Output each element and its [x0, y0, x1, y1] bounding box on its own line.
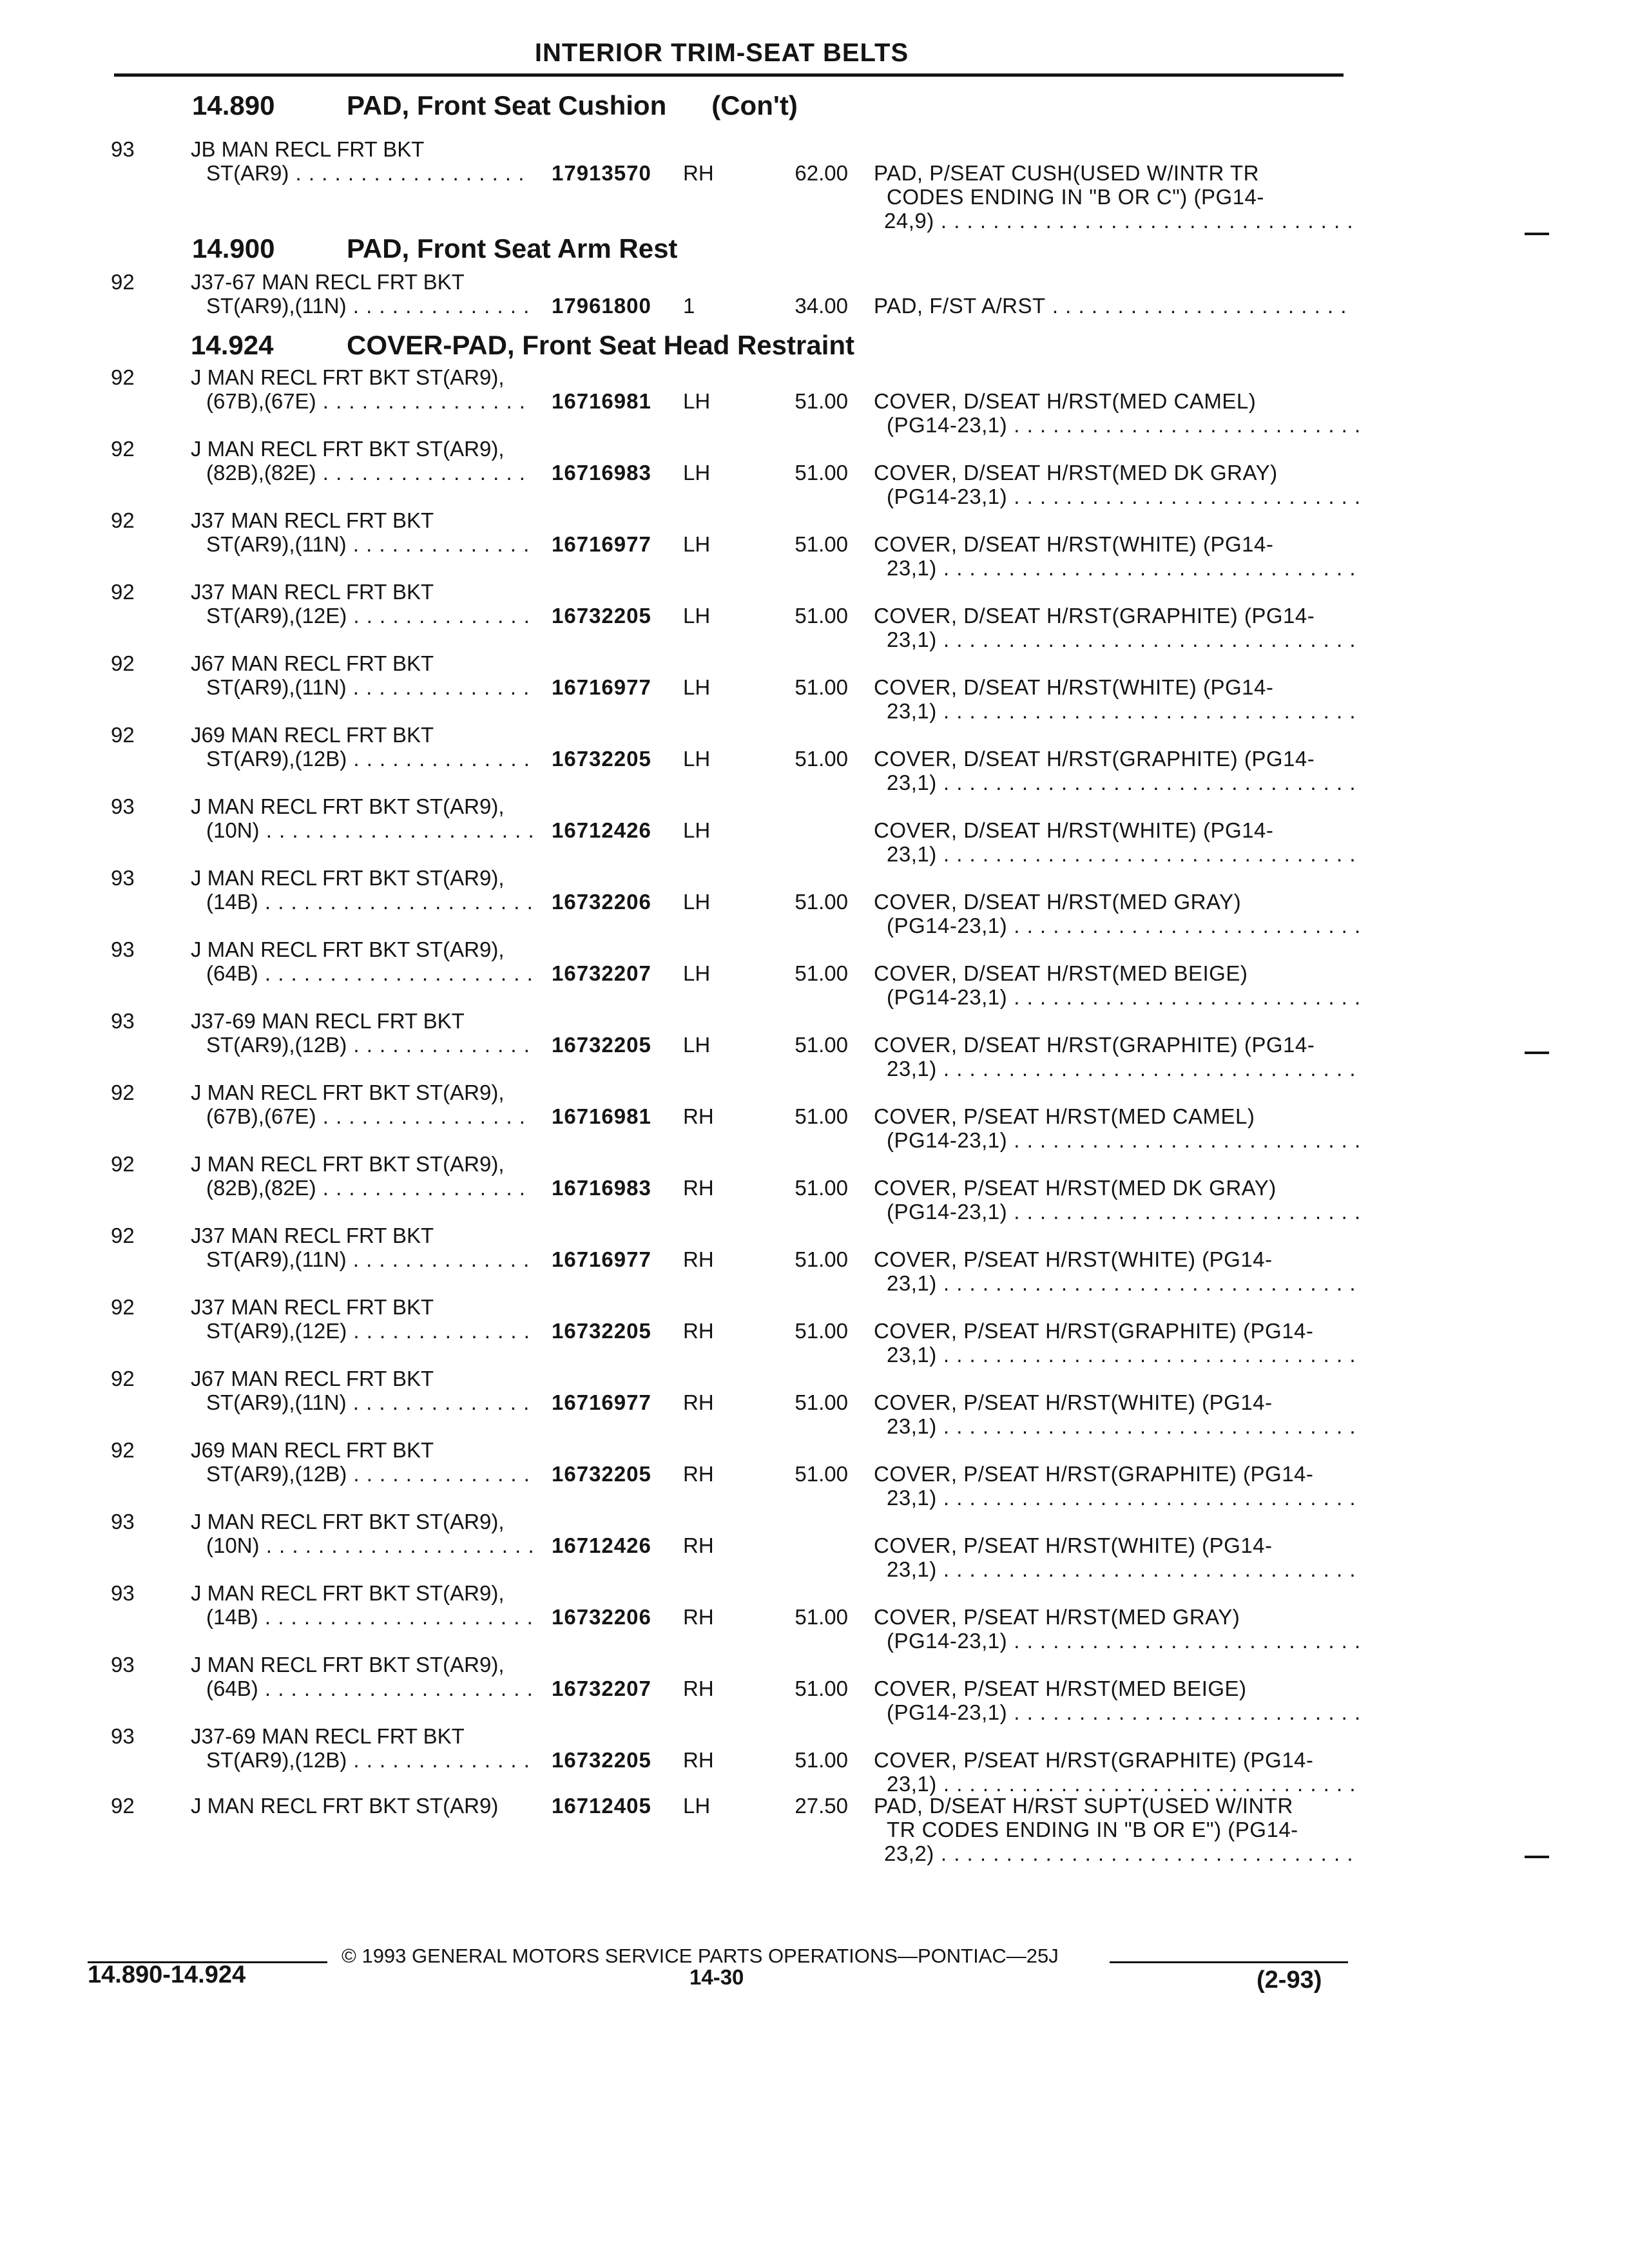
application-detail: (10N) . . .: [206, 1533, 532, 1559]
entry-line: [0, 436, 1629, 462]
part-name: COVER, D/SEAT H/RST(GRAPHITE) (PG14-: [874, 747, 1315, 771]
entry-line: [0, 389, 1629, 414]
footer-rule-right: [1110, 1961, 1348, 1963]
part-name: PAD, P/SEAT CUSH(USED W/INTR TR: [874, 161, 1259, 185]
entry-line: [0, 269, 1629, 295]
application-detail: ST(AR9),(12E) . . .: [206, 1318, 532, 1344]
part-name-cont: (PG14-23,1) . . .: [887, 484, 1364, 510]
entry-line: [0, 1747, 1629, 1773]
application: J MAN RECL FRT BKT ST(AR9),: [191, 866, 505, 890]
entry-line: [0, 1390, 1629, 1416]
model-year: 92: [111, 365, 135, 389]
model-year: 92: [111, 1224, 135, 1247]
entry-line: [0, 137, 1629, 162]
part-name-cont: 23,1) . . .: [887, 841, 1364, 867]
quantity-side: RH: [683, 1533, 714, 1557]
margin-tick: [1525, 233, 1549, 235]
part-number: 16716977: [552, 1247, 651, 1271]
application: J67 MAN RECL FRT BKT: [191, 1367, 434, 1390]
part-name: COVER, P/SEAT H/RST(GRAPHITE) (PG14-: [874, 1462, 1314, 1486]
entry-line: [0, 579, 1629, 605]
price: 51.00: [795, 1677, 848, 1700]
price: 51.00: [795, 389, 848, 413]
entry-line: [0, 961, 1629, 986]
model-year: 93: [111, 1009, 135, 1033]
model-year: 93: [111, 866, 135, 890]
part-number: 16716983: [552, 461, 651, 485]
model-year: 92: [111, 1794, 135, 1818]
part-name-cont: (PG14-23,1) . . .: [887, 1128, 1364, 1153]
model-year: 92: [111, 1438, 135, 1462]
entry-line: [0, 208, 1629, 234]
part-name: COVER, P/SEAT H/RST(WHITE) (PG14-: [874, 1247, 1273, 1271]
price: 51.00: [795, 1033, 848, 1057]
footer-copyright: © 1993 GENERAL MOTORS SERVICE PARTS OPERATIONS—PONTIAC—25J: [342, 1945, 1059, 1967]
application-detail: (82B),(82E) . . .: [206, 1175, 532, 1201]
section-heading: [191, 330, 854, 361]
part-name-cont: 23,1) . . .: [887, 698, 1364, 724]
application-detail: (82B),(82E) . . .: [206, 460, 532, 486]
section-title: PAD, Front Seat Arm Rest: [347, 233, 678, 264]
entry-line: [0, 1294, 1629, 1320]
part-number: 16716977: [552, 675, 651, 699]
entry-line: [0, 841, 1629, 867]
price: 34.00: [795, 294, 848, 318]
entry-line: [0, 603, 1629, 629]
entry-line: [0, 1342, 1629, 1368]
application-detail: (14B) . . .: [206, 889, 532, 915]
price: 51.00: [795, 1176, 848, 1200]
application: JB MAN RECL FRT BKT: [191, 137, 425, 161]
application: J MAN RECL FRT BKT ST(AR9),: [191, 937, 505, 961]
part-name-cont: 23,1) . . .: [887, 1771, 1364, 1797]
model-year: 93: [111, 937, 135, 961]
entry-line: [0, 1533, 1629, 1559]
part-name: COVER, D/SEAT H/RST(MED DK GRAY): [874, 461, 1278, 485]
margin-tick: [1525, 1856, 1549, 1858]
model-year: 93: [111, 137, 135, 161]
entry-line: [0, 1841, 1629, 1867]
part-name-cont: 23,1) . . .: [887, 1056, 1364, 1082]
price: 51.00: [795, 1462, 848, 1486]
model-year: 93: [111, 1653, 135, 1677]
part-name-cont: (PG14-23,1) . . .: [887, 913, 1364, 939]
price: 51.00: [795, 1748, 848, 1772]
entry-line: [0, 937, 1629, 963]
entry-line: [0, 1318, 1629, 1344]
quantity-side: RH: [683, 1462, 714, 1486]
part-number: 16716981: [552, 1104, 651, 1128]
entry-line: [0, 160, 1629, 186]
entry-line: [0, 865, 1629, 891]
model-year: 92: [111, 580, 135, 604]
section-number: 14.900: [192, 233, 275, 264]
entry-line: [0, 460, 1629, 486]
part-name: COVER, D/SEAT H/RST(MED GRAY): [874, 890, 1242, 914]
quantity-side: LH: [683, 461, 711, 485]
model-year: 92: [111, 1367, 135, 1390]
application-detail: ST(AR9),(11N) . . .: [206, 293, 532, 319]
model-year: 93: [111, 1581, 135, 1605]
part-number: 16732207: [552, 961, 651, 985]
entry-line: [0, 1080, 1629, 1106]
application-detail: ST(AR9),(11N) . . .: [206, 532, 532, 557]
price: 51.00: [795, 675, 848, 699]
entry-line: [0, 1724, 1629, 1749]
application-detail: ST(AR9),(11N) . . .: [206, 1390, 532, 1416]
page-header-title: INTERIOR TRIM-SEAT BELTS: [534, 39, 909, 67]
application: J MAN RECL FRT BKT ST(AR9): [191, 1794, 499, 1818]
part-name-cont: 23,1) . . .: [887, 1342, 1364, 1368]
part-name: COVER, P/SEAT H/RST(WHITE) (PG14-: [874, 1533, 1273, 1557]
section-heading: [192, 233, 677, 264]
application-detail: (67B),(67E) . . .: [206, 389, 532, 414]
part-name: COVER, P/SEAT H/RST(GRAPHITE) (PG14-: [874, 1748, 1314, 1772]
application: J MAN RECL FRT BKT ST(AR9),: [191, 1510, 505, 1533]
application: J MAN RECL FRT BKT ST(AR9),: [191, 794, 505, 818]
price: 51.00: [795, 890, 848, 914]
entry-line: [0, 1008, 1629, 1034]
part-number: 16732206: [552, 1605, 651, 1629]
entry-line: [0, 770, 1629, 796]
application-detail: ST(AR9),(11N) . . .: [206, 675, 532, 700]
application-detail: (14B) . . .: [206, 1604, 532, 1630]
entry-line: [0, 555, 1629, 581]
application-detail: ST(AR9) . . .: [206, 160, 532, 186]
entry-line: [0, 794, 1629, 820]
quantity-side: RH: [683, 1319, 714, 1343]
margin-tick: [1525, 1052, 1549, 1054]
entry-line: [0, 1247, 1629, 1273]
model-year: 92: [111, 437, 135, 461]
part-name: COVER, D/SEAT H/RST(WHITE) (PG14-: [874, 818, 1274, 842]
entry-line: [0, 1581, 1629, 1606]
part-number: 16716981: [552, 389, 651, 413]
quantity-side: RH: [683, 1104, 714, 1128]
entry-line: [0, 1700, 1629, 1725]
price: 51.00: [795, 1319, 848, 1343]
application: J MAN RECL FRT BKT ST(AR9),: [191, 1653, 505, 1677]
part-name-cont: 23,1) . . .: [887, 555, 1364, 581]
application: J37-67 MAN RECL FRT BKT: [191, 270, 465, 294]
part-number: 16712426: [552, 1533, 651, 1557]
part-name: COVER, D/SEAT H/RST(GRAPHITE) (PG14-: [874, 1033, 1315, 1057]
part-name-cont: CODES ENDING IN "B OR C") (PG14-: [887, 185, 1264, 209]
header-rule: [114, 73, 1344, 77]
quantity-side: RH: [683, 1677, 714, 1700]
entry-line: [0, 1485, 1629, 1511]
entry-line: [0, 913, 1629, 939]
quantity-side: LH: [683, 1794, 711, 1818]
entry-line: [0, 651, 1629, 677]
entry-line: [0, 1604, 1629, 1630]
application-detail: ST(AR9),(12B) . . .: [206, 746, 532, 772]
entry-line: [0, 1557, 1629, 1582]
entry-line: [0, 1793, 1629, 1819]
entry-line: [0, 889, 1629, 915]
part-number: 16712426: [552, 818, 651, 842]
price: 51.00: [795, 1390, 848, 1414]
part-name-cont: (PG14-23,1) . . .: [887, 985, 1364, 1010]
entry-line: [0, 985, 1629, 1010]
model-year: 92: [111, 1152, 135, 1176]
model-year: 92: [111, 508, 135, 532]
part-number: 17961800: [552, 294, 651, 318]
part-name: PAD, D/SEAT H/RST SUPT(USED W/INTR: [874, 1794, 1293, 1818]
part-name: COVER, D/SEAT H/RST(MED CAMEL): [874, 389, 1257, 413]
application: J37 MAN RECL FRT BKT: [191, 508, 434, 532]
entry-line: [0, 1652, 1629, 1678]
entry-line: [0, 818, 1629, 843]
entry-line: [0, 722, 1629, 748]
section-number: 14.924: [191, 330, 274, 360]
part-name-cont: 23,1) . . .: [887, 1414, 1364, 1439]
quantity-side: RH: [683, 161, 714, 185]
entry-line: [0, 698, 1629, 724]
model-year: 93: [111, 1510, 135, 1533]
part-name-cont: (PG14-23,1) . . .: [887, 1700, 1364, 1725]
quantity-side: LH: [683, 389, 711, 413]
entry-line: [0, 412, 1629, 438]
entry-line: [0, 1151, 1629, 1177]
part-name: COVER, P/SEAT H/RST(GRAPHITE) (PG14-: [874, 1319, 1314, 1343]
application-detail: (10N) . . .: [206, 818, 532, 843]
entry-line: [0, 1414, 1629, 1439]
entry-line: [0, 1104, 1629, 1129]
price: 51.00: [795, 1104, 848, 1128]
application-detail: (67B),(67E) . . .: [206, 1104, 532, 1129]
quantity-side: LH: [683, 675, 711, 699]
part-number: 17913570: [552, 161, 651, 185]
quantity-side: 1: [683, 294, 695, 318]
part-name-cont: (PG14-23,1) . . .: [887, 1628, 1364, 1654]
application-detail: (64B) . . .: [206, 961, 532, 986]
part-name-cont: 24,9) . . .: [884, 208, 1361, 234]
price: 27.50: [795, 1794, 848, 1818]
application-detail: ST(AR9),(12B) . . .: [206, 1461, 532, 1487]
entry-line: [0, 532, 1629, 557]
entry-line: [0, 1271, 1629, 1296]
application-detail: ST(AR9),(12B) . . .: [206, 1032, 532, 1058]
entry-line: [0, 184, 1629, 210]
application: J37-69 MAN RECL FRT BKT: [191, 1009, 465, 1033]
entry-line: [0, 1199, 1629, 1225]
quantity-side: RH: [683, 1176, 714, 1200]
part-number: 16716977: [552, 532, 651, 556]
part-name: COVER, P/SEAT H/RST(MED DK GRAY): [874, 1176, 1277, 1200]
entry-line: [0, 1676, 1629, 1702]
part-name-cont: 23,1) . . .: [887, 1557, 1364, 1582]
footer-page-number: 14-30: [689, 1965, 744, 1989]
application-detail: ST(AR9),(12B) . . .: [206, 1747, 532, 1773]
part-name-cont: 23,2) . . .: [884, 1841, 1361, 1867]
section-title: PAD, Front Seat Cushion: [347, 90, 667, 120]
model-year: 93: [111, 794, 135, 818]
part-name-cont: TR CODES ENDING IN "B OR E") (PG14-: [887, 1818, 1298, 1841]
model-year: 92: [111, 651, 135, 675]
part-name: COVER, D/SEAT H/RST(MED BEIGE): [874, 961, 1248, 985]
application: J37 MAN RECL FRT BKT: [191, 1224, 434, 1247]
application: J MAN RECL FRT BKT ST(AR9),: [191, 365, 505, 389]
entry-line: [0, 675, 1629, 700]
price: 51.00: [795, 604, 848, 628]
model-year: 92: [111, 1081, 135, 1104]
quantity-side: LH: [683, 1033, 711, 1057]
part-name-cont: (PG14-23,1) . . .: [887, 1199, 1364, 1225]
part-number: 16732205: [552, 1033, 651, 1057]
application: J37 MAN RECL FRT BKT: [191, 580, 434, 604]
quantity-side: LH: [683, 890, 711, 914]
part-name: COVER, D/SEAT H/RST(WHITE) (PG14-: [874, 675, 1274, 699]
application: J MAN RECL FRT BKT ST(AR9),: [191, 437, 505, 461]
quantity-side: LH: [683, 747, 711, 771]
quantity-side: RH: [683, 1605, 714, 1629]
application-detail: ST(AR9),(12E) . . .: [206, 603, 532, 629]
entry-line: [0, 1437, 1629, 1463]
quantity-side: RH: [683, 1748, 714, 1772]
quantity-side: LH: [683, 961, 711, 985]
section-heading: [192, 90, 798, 121]
entry-line: [0, 1817, 1629, 1843]
part-number: 16732205: [552, 1748, 651, 1772]
section-title: COVER-PAD, Front Seat Head Restraint: [347, 330, 855, 360]
application: J37-69 MAN RECL FRT BKT: [191, 1724, 465, 1748]
part-name: COVER, D/SEAT H/RST(GRAPHITE) (PG14-: [874, 604, 1315, 628]
entry-line: [0, 1032, 1629, 1058]
part-number: 16732207: [552, 1677, 651, 1700]
entry-line: [0, 746, 1629, 772]
price: 51.00: [795, 1247, 848, 1271]
entry-line: [0, 1509, 1629, 1535]
model-year: 92: [111, 270, 135, 294]
part-name: COVER, P/SEAT H/RST(MED BEIGE): [874, 1677, 1247, 1700]
price: 51.00: [795, 461, 848, 485]
part-number: 16716977: [552, 1390, 651, 1414]
part-name-cont: 23,1) . . .: [887, 1485, 1364, 1511]
part-name-cont: 23,1) . . .: [887, 770, 1364, 796]
model-year: 92: [111, 1295, 135, 1319]
part-number: 16712405: [552, 1794, 651, 1818]
model-year: 93: [111, 1724, 135, 1748]
price: 62.00: [795, 161, 848, 185]
quantity-side: RH: [683, 1247, 714, 1271]
part-name: COVER, P/SEAT H/RST(MED CAMEL): [874, 1104, 1255, 1128]
entry-line: [0, 365, 1629, 390]
entry-line: [0, 1128, 1629, 1153]
application: J69 MAN RECL FRT BKT: [191, 723, 434, 747]
part-name: COVER, P/SEAT H/RST(MED GRAY): [874, 1605, 1240, 1629]
part-number: 16732205: [552, 1319, 651, 1343]
application: J69 MAN RECL FRT BKT: [191, 1438, 434, 1462]
entry-line: [0, 1461, 1629, 1487]
part-name-cont: 23,1) . . .: [887, 627, 1364, 653]
application-detail: (64B) . . .: [206, 1676, 532, 1702]
footer-section-range: 14.890-14.924: [88, 1961, 246, 1988]
application: J MAN RECL FRT BKT ST(AR9),: [191, 1081, 505, 1104]
part-number: 16716983: [552, 1176, 651, 1200]
price: 51.00: [795, 1605, 848, 1629]
section-number: 14.890: [192, 90, 275, 120]
part-name: PAD, F/ST A/RST . . .: [874, 293, 1351, 319]
application: J37 MAN RECL FRT BKT: [191, 1295, 434, 1319]
entry-line: [0, 1175, 1629, 1201]
entry-line: [0, 484, 1629, 510]
section-continued: (Con't): [711, 90, 798, 120]
price: 51.00: [795, 532, 848, 556]
entry-line: [0, 508, 1629, 533]
entry-line: [0, 627, 1629, 653]
part-number: 16732205: [552, 747, 651, 771]
entry-line: [0, 1366, 1629, 1392]
part-name: COVER, P/SEAT H/RST(WHITE) (PG14-: [874, 1390, 1273, 1414]
quantity-side: LH: [683, 818, 711, 842]
quantity-side: RH: [683, 1390, 714, 1414]
part-number: 16732205: [552, 604, 651, 628]
part-name: COVER, D/SEAT H/RST(WHITE) (PG14-: [874, 532, 1274, 556]
model-year: 92: [111, 723, 135, 747]
entry-line: [0, 1223, 1629, 1249]
price: 51.00: [795, 961, 848, 985]
part-number: 16732205: [552, 1462, 651, 1486]
quantity-side: LH: [683, 532, 711, 556]
price: 51.00: [795, 747, 848, 771]
part-name-cont: (PG14-23,1) . . .: [887, 412, 1364, 438]
part-number: 16732206: [552, 890, 651, 914]
entry-line: [0, 1628, 1629, 1654]
part-name-cont: 23,1) . . .: [887, 1271, 1364, 1296]
application-detail: ST(AR9),(11N) . . .: [206, 1247, 532, 1273]
quantity-side: LH: [683, 604, 711, 628]
entry-line: [0, 1056, 1629, 1082]
entry-line: [0, 293, 1629, 319]
application: J67 MAN RECL FRT BKT: [191, 651, 434, 675]
application: J MAN RECL FRT BKT ST(AR9),: [191, 1581, 505, 1605]
footer-revision-date: (2-93): [1257, 1966, 1322, 1994]
application: J MAN RECL FRT BKT ST(AR9),: [191, 1152, 505, 1176]
